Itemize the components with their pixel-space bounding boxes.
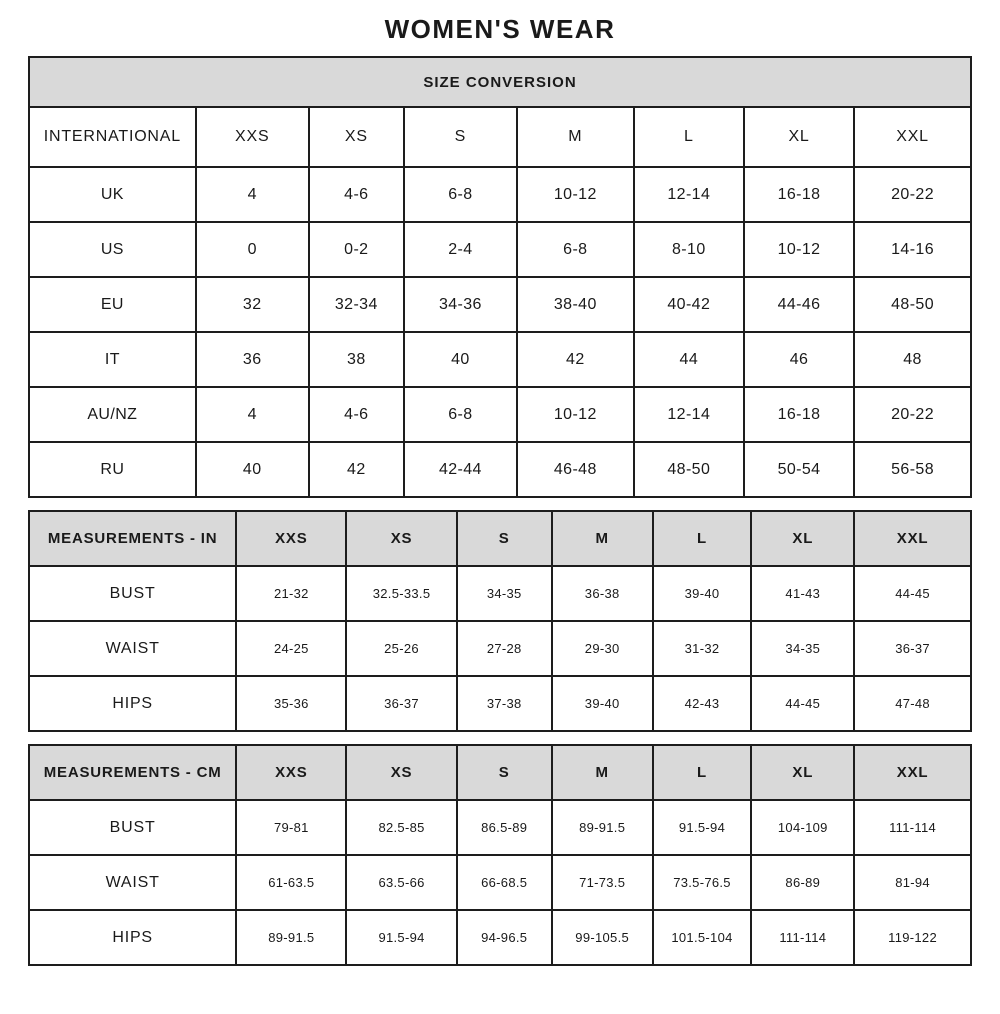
table-row-us [29,222,971,277]
column-header-xs: XS [309,107,404,167]
column-header-s: S [457,511,552,566]
table-row-eu [29,277,971,332]
size-value: 42-44 [404,442,517,497]
measurement-value: 21-32 [236,566,346,621]
row-label: WAIST [29,855,236,910]
size-value: 46-48 [517,442,634,497]
size-value: 16-18 [744,387,854,442]
column-header-xxs: XXS [196,107,309,167]
size-guide-page [0,14,1000,966]
measurement-value: 73.5-76.5 [653,855,752,910]
measurement-value: 82.5-85 [346,800,456,855]
row-label: EU [29,277,196,332]
measurement-value: 81-94 [854,855,971,910]
measurement-value: 119-122 [854,910,971,965]
measurement-value: 66-68.5 [457,855,552,910]
size-value: 0-2 [309,222,404,277]
measurement-value: 41-43 [751,566,854,621]
measurement-value: 39-40 [653,566,752,621]
size-value: 14-16 [854,222,971,277]
measurement-value: 42-43 [653,676,752,731]
size-value: 6-8 [404,167,517,222]
measurement-value: 86-89 [751,855,854,910]
measurement-value: 99-105.5 [552,910,653,965]
measurements-in-table [28,510,972,732]
size-value: 38 [309,332,404,387]
measurement-value: 94-96.5 [457,910,552,965]
column-header-xl: XL [744,107,854,167]
column-header-m: M [552,745,653,800]
column-header-xl: XL [751,745,854,800]
column-header-xs: XS [346,511,456,566]
measurement-value: 63.5-66 [346,855,456,910]
measurement-value: 61-63.5 [236,855,346,910]
size-value: 38-40 [517,277,634,332]
measurement-value: 37-38 [457,676,552,731]
measurement-value: 89-91.5 [236,910,346,965]
measurement-value: 79-81 [236,800,346,855]
size-value: 32-34 [309,277,404,332]
size-value: 4-6 [309,167,404,222]
measurement-value: 34-35 [751,621,854,676]
column-header-xl: XL [751,511,854,566]
row-label: US [29,222,196,277]
size-value: 2-4 [404,222,517,277]
measurement-value: 35-36 [236,676,346,731]
size-value: 36 [196,332,309,387]
column-header-xxs: XXS [236,745,346,800]
table-header-row [29,107,971,167]
measurement-value: 39-40 [552,676,653,731]
size-value: 6-8 [517,222,634,277]
size-value: 44 [634,332,744,387]
column-header-international: INTERNATIONAL [29,107,196,167]
column-header-xxl: XXL [854,107,971,167]
size-value: 50-54 [744,442,854,497]
size-value: 44-46 [744,277,854,332]
measurement-value: 111-114 [854,800,971,855]
measurements-in-title: MEASUREMENTS - IN [29,511,236,566]
size-value: 46 [744,332,854,387]
size-value: 40 [404,332,517,387]
size-value: 10-12 [517,387,634,442]
measurement-value: 101.5-104 [653,910,752,965]
size-value: 16-18 [744,167,854,222]
size-value: 12-14 [634,387,744,442]
column-header-xxl: XXL [854,745,971,800]
measurement-value: 47-48 [854,676,971,731]
column-header-xxl: XXL [854,511,971,566]
measurement-value: 36-38 [552,566,653,621]
column-header-s: S [404,107,517,167]
measurement-value: 31-32 [653,621,752,676]
measurement-value: 29-30 [552,621,653,676]
table-row-bust-cm [29,800,971,855]
size-value: 6-8 [404,387,517,442]
measurement-value: 25-26 [346,621,456,676]
measurement-value: 111-114 [751,910,854,965]
measurement-value: 71-73.5 [552,855,653,910]
measurement-value: 27-28 [457,621,552,676]
column-header-m: M [517,107,634,167]
size-value: 12-14 [634,167,744,222]
row-label: WAIST [29,621,236,676]
size-value: 42 [309,442,404,497]
size-value: 10-12 [744,222,854,277]
table-row-hips-cm [29,910,971,965]
size-value: 10-12 [517,167,634,222]
size-value: 0 [196,222,309,277]
page-title: WOMEN'S WEAR [384,14,616,44]
measurement-value: 32.5-33.5 [346,566,456,621]
size-value: 40-42 [634,277,744,332]
row-label: AU/NZ [29,387,196,442]
size-value: 20-22 [854,167,971,222]
row-label: HIPS [29,676,236,731]
measurement-value: 44-45 [854,566,971,621]
measurement-value: 91.5-94 [346,910,456,965]
column-header-xs: XS [346,745,456,800]
measurements-cm-title: MEASUREMENTS - CM [29,745,236,800]
table-banner-row [29,57,971,107]
measurement-value: 86.5-89 [457,800,552,855]
size-value: 4-6 [309,387,404,442]
column-header-l: L [653,745,752,800]
table-row-aunz [29,387,971,442]
measurement-value: 36-37 [346,676,456,731]
row-label: BUST [29,800,236,855]
row-label: BUST [29,566,236,621]
size-conversion-table [28,56,972,498]
measurement-value: 104-109 [751,800,854,855]
row-label: UK [29,167,196,222]
size-value: 32 [196,277,309,332]
column-header-s: S [457,745,552,800]
size-value: 48-50 [854,277,971,332]
measurement-value: 34-35 [457,566,552,621]
measurement-value: 91.5-94 [653,800,752,855]
size-value: 56-58 [854,442,971,497]
row-label: HIPS [29,910,236,965]
size-value: 40 [196,442,309,497]
table-row-ru [29,442,971,497]
size-value: 8-10 [634,222,744,277]
size-conversion-banner: SIZE CONVERSION [29,57,971,107]
table-header-row [29,511,971,566]
table-row-it [29,332,971,387]
size-value: 20-22 [854,387,971,442]
table-row-bust-in [29,566,971,621]
column-header-l: L [653,511,752,566]
table-header-row [29,745,971,800]
size-value: 42 [517,332,634,387]
column-header-xxs: XXS [236,511,346,566]
table-row-waist-in [29,621,971,676]
size-value: 48 [854,332,971,387]
row-label: RU [29,442,196,497]
measurement-value: 44-45 [751,676,854,731]
measurement-value: 89-91.5 [552,800,653,855]
column-header-l: L [634,107,744,167]
column-header-m: M [552,511,653,566]
table-row-uk [29,167,971,222]
row-label: IT [29,332,196,387]
table-row-hips-in [29,676,971,731]
table-row-waist-cm [29,855,971,910]
size-value: 4 [196,387,309,442]
size-value: 48-50 [634,442,744,497]
measurement-value: 24-25 [236,621,346,676]
size-value: 4 [196,167,309,222]
size-value: 34-36 [404,277,517,332]
measurement-value: 36-37 [854,621,971,676]
measurements-cm-table [28,744,972,966]
